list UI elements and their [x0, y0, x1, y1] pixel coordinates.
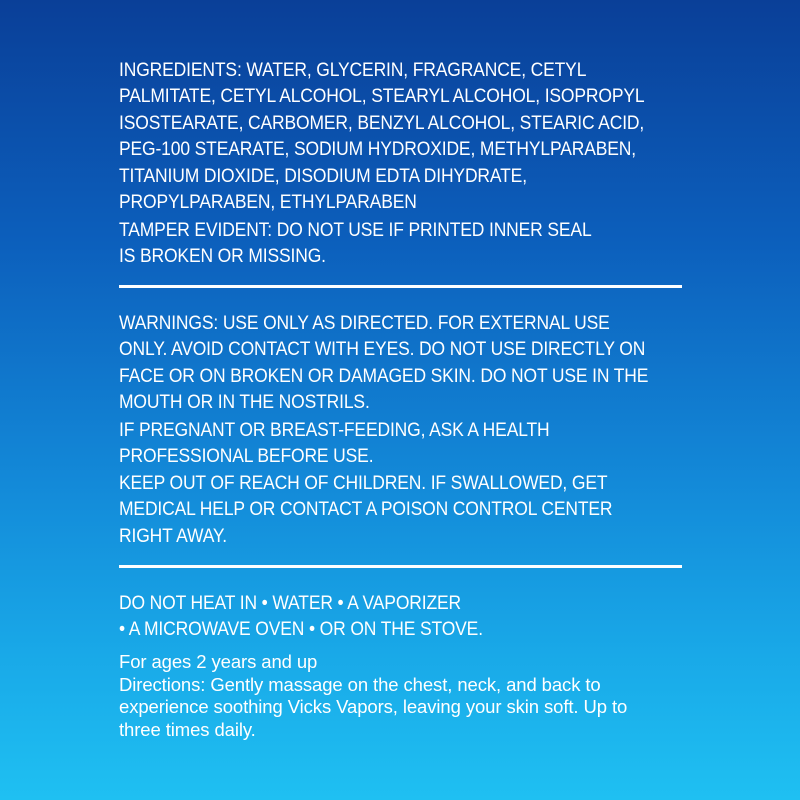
pregnancy-line: MEDICAL HELP OR CONTACT A POISON CONTROL CENTER — [119, 499, 613, 521]
directions-line: three times daily. — [119, 718, 256, 740]
ingredients-line: ISOSTEARATE, CARBOMER, BENZYL ALCOHOL, STEARIC ACID, — [119, 112, 645, 134]
warnings-text — [119, 311, 689, 417]
pregnancy-line: IF PREGNANT OR BREAST-FEEDING, ASK A HEALTH — [119, 420, 550, 441]
directions-line: experience soothing Vicks Vapors, leaving your skin soft. Up to — [119, 696, 628, 717]
directions-section — [119, 651, 719, 741]
tamper-line: IS BROKEN OR MISSING. — [119, 246, 326, 268]
pregnancy-line: KEEP OUT OF REACH OF CHILDREN. IF SWALLOWED, GET — [119, 472, 608, 494]
heat-warning-section — [119, 591, 719, 644]
ingredients-line: INGREDIENTS: WATER, GLYCERIN, FRAGRANCE, CETYL — [119, 60, 587, 81]
warnings-line: ONLY. AVOID CONTACT WITH EYES. DO NOT USE DIRECTLY ON — [119, 339, 646, 361]
ingredients-line: PEG-100 STEARATE, SODIUM HYDROXIDE, METHYLPARABEN, — [119, 139, 636, 161]
directions-text — [119, 651, 719, 741]
ingredients-line: PALMITATE, CETYL ALCOHOL, STEARYL ALCOHOL, ISOPROPYL — [119, 86, 645, 108]
warnings-line: WARNINGS: USE ONLY AS DIRECTED. FOR EXTERNAL USE — [119, 313, 610, 334]
ages-line: For ages 2 years and up — [119, 651, 318, 672]
pregnancy-line: PROFESSIONAL BEFORE USE. — [119, 446, 374, 468]
heat-line: • A MICROWAVE OVEN • OR ON THE STOVE. — [119, 619, 483, 641]
directions-line: Directions: Gently massage on the chest, neck, and back to — [119, 673, 601, 695]
ingredients-section — [119, 58, 719, 224]
tamper-evident-text — [119, 218, 689, 271]
tamper-section — [119, 218, 719, 271]
ingredients-text — [119, 58, 689, 216]
warnings-line: MOUTH OR IN THE NOSTRILS. — [119, 392, 370, 414]
warnings-section — [119, 311, 719, 417]
pregnancy-section — [119, 418, 719, 550]
warnings-line: FACE OR ON BROKEN OR DAMAGED SKIN. DO NOT USE IN THE — [119, 365, 649, 387]
tamper-line: TAMPER EVIDENT: DO NOT USE IF PRINTED INNER SEAL — [119, 220, 592, 241]
pregnancy-line: RIGHT AWAY. — [119, 525, 227, 547]
heat-line: DO NOT HEAT IN • WATER • A VAPORIZER — [119, 593, 462, 614]
ingredients-line: PROPYLPARABEN, ETHYLPARABEN — [119, 192, 417, 214]
heat-warning-text — [119, 591, 689, 644]
section-divider — [119, 285, 682, 288]
ingredients-line: TITANIUM DIOXIDE, DISODIUM EDTA DIHYDRATE, — [119, 165, 527, 187]
section-divider — [119, 565, 682, 568]
pregnancy-text — [119, 418, 689, 550]
